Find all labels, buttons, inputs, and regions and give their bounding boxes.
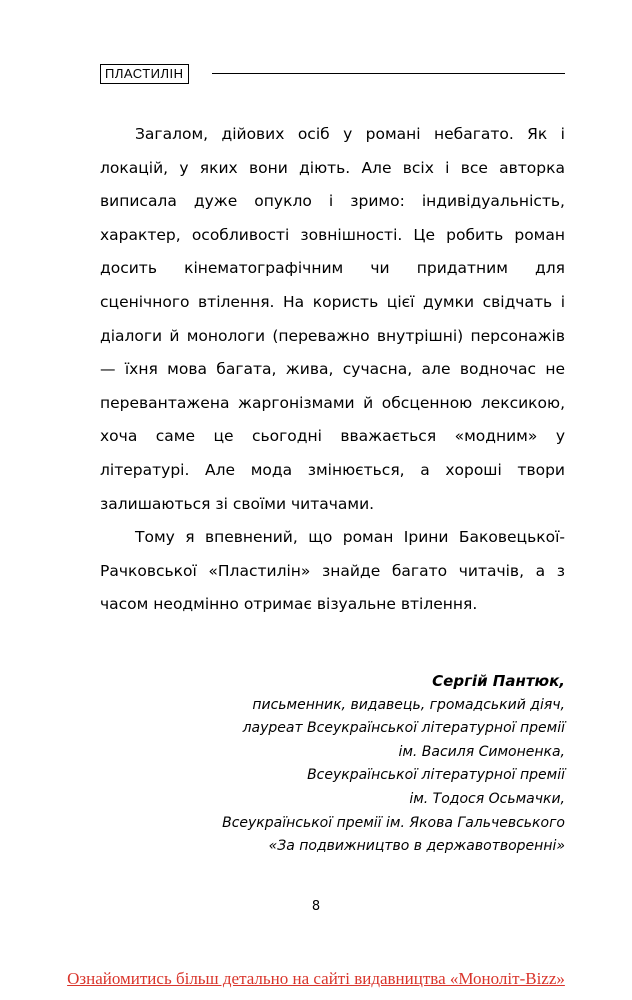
signature-line: Всеукраїнської премії ім. Якова Гальчевського xyxy=(222,814,565,831)
running-header-title: ПЛАСТИЛІН xyxy=(100,64,189,84)
footer-bar xyxy=(0,955,632,1000)
paragraph-1: Загалом, дійових осіб у романі небагато. Як і локацій, у яких вони діють. Але всіх і все авторка виписала дуже опукло і зримо: індивідуальність, характер, особливості зовнішності. Це робить роман досить кінематографічним чи придатним для сценічного втілення. На користь цієї думки свідчать і діалоги й монологи (переважно внутрішні) персонажів — їхня мова багата, жива, сучасна, але водночас не перевантажена жаргонізмами й обсценною лексикою, хоча саме це сьогодні вважається «модним» у літературі. Але мода змінюється, а хороші твори залишаються зі своїми читачами. xyxy=(100,125,565,513)
running-header xyxy=(100,64,565,82)
author-signature xyxy=(100,670,565,859)
signature-line: Всеукраїнської літературної премії xyxy=(307,767,565,784)
signature-line: ім. Тодося Осьмачки, xyxy=(409,790,565,807)
body-text xyxy=(100,118,565,622)
signature-line: «За подвижництво в державотворенні» xyxy=(268,838,565,855)
signature-line: письменник, видавець, громадський діяч, xyxy=(252,696,565,713)
page-number: 8 xyxy=(311,899,321,914)
signature-line: ім. Василя Симоненка, xyxy=(398,743,565,760)
signature-line: лауреат Всеукраїнської літературної премії xyxy=(242,720,565,737)
header-rule xyxy=(212,73,565,74)
publisher-site-link[interactable]: Ознайомитись більш детально на сайті видавництва «Моноліт-Bizz» xyxy=(67,969,565,988)
paragraph-2: Тому я впевнений, що роман Ірини Баковецької-Рачковської «Пластилін» знайде багато читачів, а з часом неодмінно отримає візуальне втілення. xyxy=(100,528,565,614)
signature-name: Сергій Пантюк, xyxy=(432,672,565,690)
